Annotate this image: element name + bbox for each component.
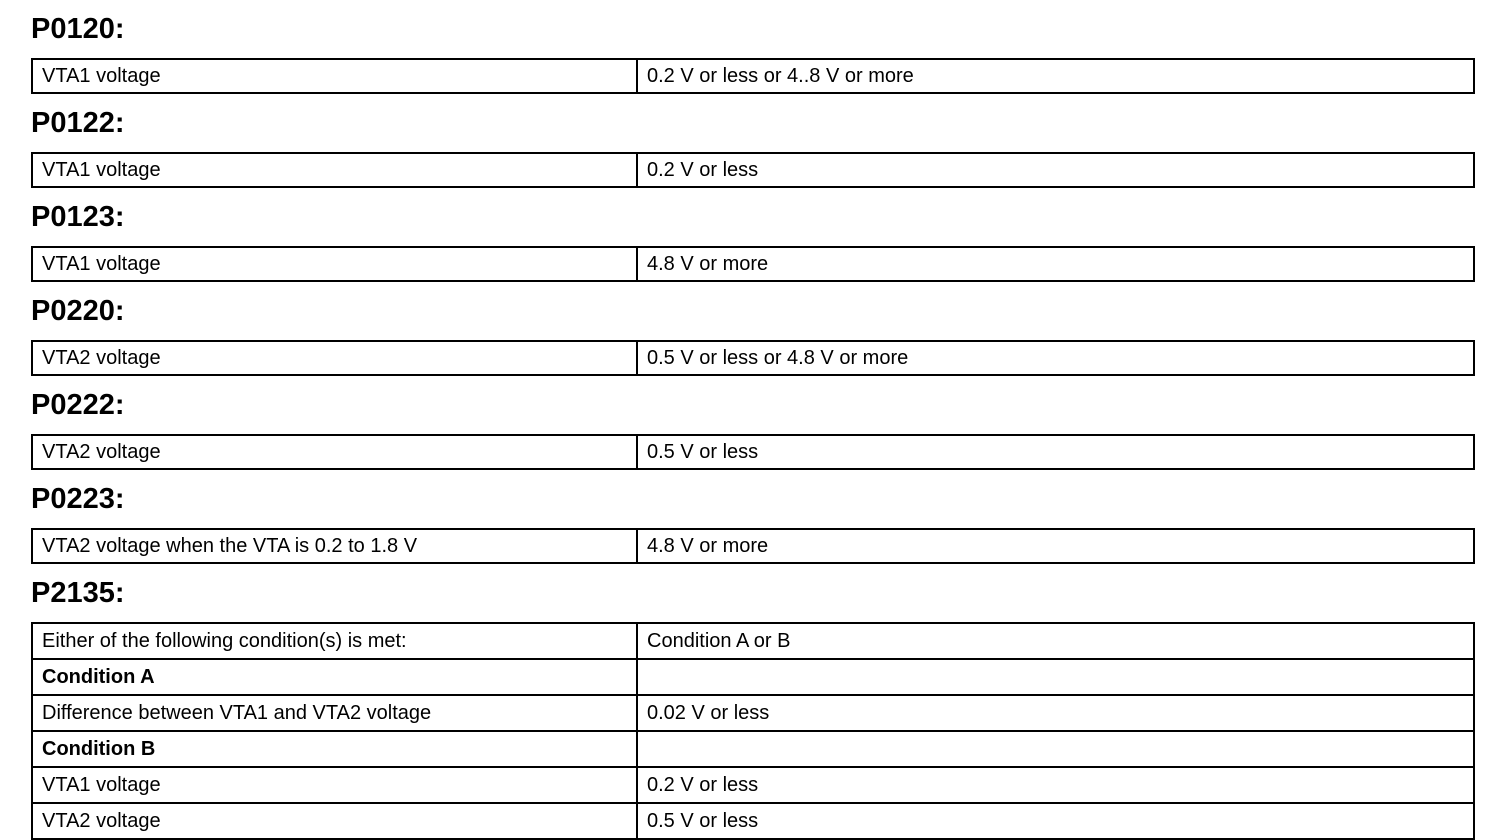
value-cell: 0.2 V or less [637,767,1474,803]
document [31,0,1463,840]
table-row [32,341,1474,375]
value-cell: 4.8 V or more [637,529,1474,563]
item-cell: VTA2 voltage [32,803,637,839]
value-cell: 0.2 V or less or 4..8 V or more [637,59,1474,93]
table-row [32,247,1474,281]
table-row [32,731,1474,767]
criteria-table-p0220 [31,340,1475,376]
dtc-heading-p0222: P0222: [31,389,125,421]
dtc-heading-p0223: P0223: [31,483,125,515]
value-cell: 0.2 V or less [637,153,1474,187]
value-cell [637,659,1474,695]
criteria-table-p0122 [31,152,1475,188]
item-cell: VTA1 voltage [32,767,637,803]
criteria-table-p0123 [31,246,1475,282]
criteria-table-p0222 [31,434,1475,470]
value-cell: 4.8 V or more [637,247,1474,281]
table-row [32,695,1474,731]
value-cell: 0.5 V or less [637,435,1474,469]
condition-a-label: Condition A [32,659,637,695]
item-cell: Either of the following condition(s) is met: [32,623,637,659]
item-cell: VTA1 voltage [32,59,637,93]
criteria-table-p2135 [31,622,1475,840]
table-row [32,435,1474,469]
item-cell: VTA1 voltage [32,153,637,187]
value-cell: 0.5 V or less [637,803,1474,839]
value-cell: 0.02 V or less [637,695,1474,731]
criteria-table-p0120 [31,58,1475,94]
dtc-heading-p0122: P0122: [31,107,125,139]
value-cell: 0.5 V or less or 4.8 V or more [637,341,1474,375]
table-row [32,623,1474,659]
table-row [32,659,1474,695]
condition-b-label: Condition B [32,731,637,767]
item-cell: VTA1 voltage [32,247,637,281]
table-row [32,59,1474,93]
item-cell: VTA2 voltage [32,435,637,469]
dtc-heading-p0123: P0123: [31,201,125,233]
item-cell: Difference between VTA1 and VTA2 voltage [32,695,637,731]
table-row [32,529,1474,563]
item-cell: VTA2 voltage when the VTA is 0.2 to 1.8 V [32,529,637,563]
table-row [32,803,1474,839]
table-row [32,153,1474,187]
dtc-heading-p0220: P0220: [31,295,125,327]
dtc-heading-p2135: P2135: [31,577,125,609]
table-row [32,767,1474,803]
value-cell [637,731,1474,767]
dtc-heading-p0120: P0120: [31,13,125,45]
value-cell: Condition A or B [637,623,1474,659]
item-cell: VTA2 voltage [32,341,637,375]
criteria-table-p0223 [31,528,1475,564]
